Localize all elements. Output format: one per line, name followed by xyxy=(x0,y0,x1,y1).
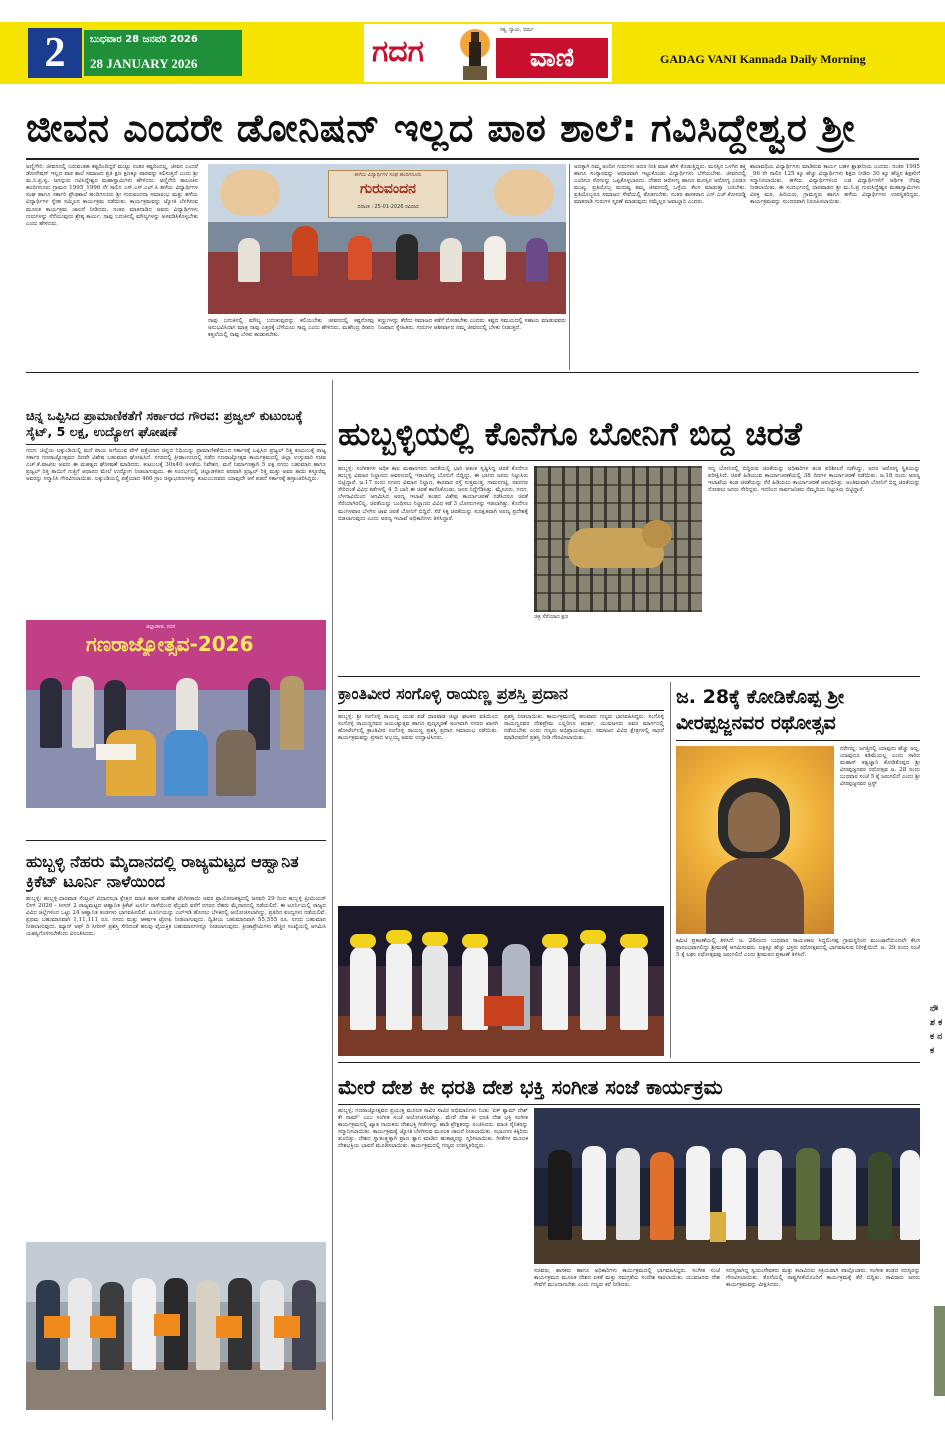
lead-col-1: ಅಣ್ಣಿಗೇರಿ: ಜೀವನದಲ್ಲಿ ಬರುವಂತಹ ಕಷ್ಟದಿಂದಿದ್ದರೆ ಮುಟ್ಟು ನಂತರ ಕಷ್ಟದಿಂದಲ್ಲ, ಜೀವನ ಎಂದರೆ ಡೋನೇಷನ್ ಇಲ್ಲದ ಪಾಠ ಶಾಲೆ ಸಮಾಜದ ಪ್ರತಿ ಕ್ಷಣ ಕ್ಷಣಕ್ಕೂ ಪಾಠವನ್ನು ಕಲಿಸುತ್ತದೆ ಎಂದು ಶ್ರೀ ಮ.ನಿ.ಪ್ರ.ಸ್ವ. ಜಗದ್ಗುರು ಗವಿಸಿದ್ದೇಶ್ವರ ಮಹಾಸ್ವಾಮಿಗಳು ಹೇಳಿದರು. ಅಣ್ಣಿಗೇರಿ ತಾಲೂಕಿನ ಹಂದಿಗನೂರು ಗ್ರಾಮದ 1995_1996 ನೇ ಸಾಲಿನ ಎಸ್.ಎಸ್.ಎಲ್.ಸಿ ಹಳೆಯ ವಿದ್ಯಾರ್ಥಿಗಳ ಸಂಘ ಹಾಗೂ ಸರ್ಕಾರಿ ಪ್ರೌಢಶಾಲೆ ಹಂದಿಗನೂರು ಶ್ರೀ ಗುರುವಂದನಾ ಸಮಾರಂಭ ಮತ್ತು ಹಳೆಯ ವಿದ್ಯಾರ್ಥಿಗಳ ಸ್ನೇಹ ಸಮ್ಮಿಲನ ಕಾರ್ಯಕ್ರಮ ನಡೆಯಿತು. ಕಾರ್ಯಕ್ರಮವನ್ನು ಜ್ಯೋತಿ ಬೆಳಗಿಸುವ ಮೂಲಕ ಕಾರ್ಯಕ್ರಮ ಚಾಲನೆ ನೀಡಿದರು. ನಂತರ ಮಾತನಾಡಿದ ಅವರು ವಿದ್ಯಾರ್ಥಿಗಳು ಗುರುಗಳನ್ನು ನೆನೆಯುವುದು ಶ್ರೇಷ್ಠ ಕಾರ್ಯ. ನಾವು ಬದುಕಿನಲ್ಲಿ ಮೌಲ್ಯಗಳನ್ನು ಅಳವಡಿಸಿಕೊಳ್ಳಬೇಕು ಎಂದು ಹೇಳಿದರು. xyxy=(26,164,198,227)
cheque-rule xyxy=(26,444,326,445)
rayanna-photo xyxy=(338,906,664,1056)
cricket-photo xyxy=(26,1242,326,1410)
leopard-body: ಹುಬ್ಬಳ್ಳಿ: ಸಂಗೀತಗಳ ಅಧಿಕ ಕಾಲ ಮಹಾನಗರದ ಜನತೆಯಲ್ಲಿ ಭಾರಿ ಆತಂಕ ಸೃಷ್ಟಿಸಿದ್ದ ಚಿರತೆ ಕೊನೆಗೂ ಹುಬ್ಬಳ್ಳಿ ವಿಮಾನ ನಿಲ್ದಾಣದ ಆವರಣದಲ್ಲಿ ಇಡಲಾಗಿದ್ದ ಬೋನಿಗೆ ಬಿದ್ದಿದ್ದು, ಈ ಭಾಗದ ಜನರು ನಿಟ್ಟುಸಿರು ಬಿಟ್ಟಿದ್ದಾರೆ. ಜ.17 ರಂದು ನಗರದ ವಿಮಾನ ನಿಲ್ದಾಣ, ಕಾರವಾರ ರಸ್ತೆ ಸುತ್ತಮುತ್ತ, ಗಾಮನಗಟ್ಟಿ, ನವನಗರ ಸೇರಿದಂತೆ ವಿವಿಧ ಕಡೆಗಳಲ್ಲಿ 4_5 ಬಾರಿ ಈ ಚಿರತೆ ಕಾಣಿಸಿಕೊಂಡು, ಜನರ ನಿದ್ದೆಗೆಡಿಸಿತ್ತು. ಮೈಸೂರು, ಗದಗ, ಬೆಳಗಾವಿಯಿಂದ ಆಗಮಿಸಿದ ಅರಣ್ಯ ಇಲಾಖೆ ತಂಡದ ವಿಶೇಷ ಕಾರ್ಯಾಚರಣೆ ನಡೆಸಿದರೂ ಚಿರತೆ ಸೆರೆಯಾಗಿರಲಿಲ್ಲ. ಚಿರತೆಯನ್ನು ಬಂಧಿಸಲು ನಿಲ್ದಾಣದ ವಿವಿಧ ಕಡೆ 3 ಬೋನುಗಳನ್ನು ಇಡಲಾಗಿತ್ತು. ಕೊನೆಗೂ ಮಂಗಳವಾರ ಬೆಳಗಿನ ಜಾವ ಚಿರತೆ ಬೋನಿಗೆ ಬಿದ್ದಿದೆ. ಸೆರೆ ಸಿಕ್ಕ ಚಿರತೆಯನ್ನು ಸುರಕ್ಷಿತವಾಗಿ ಅರಣ್ಯ ಪ್ರದೇಶಕ್ಕೆ ಬಿಡಲಾಗುವುದು ಎಂದು ಅರಣ್ಯ ಇಲಾಖೆ ಅಧಿಕಾರಿಗಳು ತಿಳಿಸಿದ್ದಾರೆ. xyxy=(338,466,528,522)
leopard-rule xyxy=(338,460,920,461)
statue-emblem xyxy=(457,24,493,82)
music-col-2: ಸಚಿವರು, ಶಾಸಕರು ಹಾಗೂ ಅಧಿಕಾರಿಗಳು ಕಾರ್ಯಕ್ರಮದಲ್ಲಿ ಭಾಗವಹಿಸಿದ್ದರು. ಸಂಗೀತ ಸಂಜೆ ಕಾರ್ಯಕ್ರಮದ ಮೂಲಕ ದೇಶದ ಏಕತೆ ಮತ್ತು ಸಮಗ್ರತೆಯ ಸಂದೇಶ ಸಾರಲಾಯಿತು. ಯುವಜನರು ದೇಶ ಸೇವೆಗೆ ಮುಂದಾಗಬೇಕು ಎಂದು ಗಣ್ಯರು ಕರೆ ನೀಡಿದರು. xyxy=(534,1268,720,1289)
cheque-photo-subtitle: ಜಿಲ್ಲಾಡಳಿತ, ಗದಗ xyxy=(146,624,176,630)
cricket-body: ಹುಬ್ಬಳ್ಳಿ: ಹುಬ್ಬಳ್ಳಿ-ಧಾರವಾಡ ಸೆಂಟ್ರಲ್ ವಿಧಾನಸಭಾ ಕ್ಷೇತ್ರದ ಮಾಜಿ ಶಾಸಕ ಮಹೇಶ ಟೆಂಗಿನಕಾಯಿ ಅವರ ಪ್ರಾಯೋಜಕತ್ವದಲ್ಲಿ ಜನವರಿ 29 ರಿಂದ ಹುಬ್ಬಳ್ಳಿ ಪ್ರೀಮಿಯರ್ ಲೀಗ್ 2026 - ಸೀಸನ್ 2 ರಾಜ್ಯಮಟ್ಟದ ಆಹ್ವಾನಿತ ಕ್ರಿಕೆಟ್ ಟೂರ್ನಿ ನಾಳೆಯಿಂದ ಫೆಬ್ರವರಿ ವರೆಗೆ ನಗರದ ನೆಹರು ಮೈದಾನದಲ್ಲಿ ನಡೆಯಲಿದೆ. ಈ ಟೂರ್ನಿಯಲ್ಲಿ ರಾಜ್ಯದ ವಿವಿಧ ಜಿಲ್ಲೆಗಳಿಂದ ಒಟ್ಟು 24 ಆಹ್ವಾನಿತ ತಂಡಗಳು ಭಾಗವಹಿಸಲಿವೆ. ಟೂರ್ನಿಯನ್ನು ಎಲ್‌ಇಡಿ ಹೊನಲು ಬೆಳಕಿನಲ್ಲಿ ಆಯೋಜಿಸಲಾಗಿದ್ದು, ಪ್ರತಿದಿನ ಪಂದ್ಯಗಳು ನಡೆಯಲಿವೆ. ಪ್ರಥಮ ಬಹುಮಾನವಾಗಿ 1,11,111 ರೂ. ನಗದು ಮತ್ತು ಆಕರ್ಷಕ ಟ್ರೋಫಿ ನೀಡಲಾಗುವುದು. ದ್ವಿತೀಯ ಬಹುಮಾನವಾಗಿ 55,555 ರೂ. ನಗದು ಬಹುಮಾನ ನೀಡಲಾಗುವುದು. ಮ್ಯಾನ್ ಆಫ್ ದಿ ಸೀರೀಸ್ ಪ್ರಶಸ್ತಿ ಸೇರಿದಂತೆ ಹಲವು ವೈಯಕ್ತಿಕ ಬಹುಮಾನಗಳನ್ನೂ ನೀಡಲಾಗುವುದು. ಕ್ರೀಡಾಪ್ರೇಮಿಗಳು ಹೆಚ್ಚಿನ ಸಂಖ್ಯೆಯಲ್ಲಿ ಆಗಮಿಸಿ ಯಶಸ್ವಿಗೊಳಿಸಬೇಕೆಂದು ವಿನಂತಿಸಿದರು. xyxy=(26,896,326,938)
rayanna-col-1: ಹುಬ್ಬಳ್ಳಿ: ಶ್ರೀ ಸಂಗೊಳ್ಳಿ ರಾಯಣ್ಣ ಯುವ ಪಡೆ ಧಾರವಾಡ ಜಿಲ್ಲಾ ಘಟಕದ ವತಿಯಿಂದ ಸಂಗೊಳ್ಳಿ ರಾಯಣ್ಣನವರ ಜಯಂತ್ಯುತ್ಸವ ಹಾಗೂ ಪುಣ್ಯಸ್ಮರಣೆ ಅಂಗವಾಗಿ ನಗರದ ಖಾಸಗಿ ಹೋಟೆಲ್‌ನಲ್ಲಿ ಕ್ರಾಂತಿವೀರ ಸಂಗೊಳ್ಳಿ ರಾಯಣ್ಣ ಪ್ರಶಸ್ತಿ ಪ್ರದಾನ ಸಮಾರಂಭ ನಡೆಯಿತು. ಕಾರ್ಯಕ್ರಮವನ್ನು ಪ್ರಸಾದ ಅಬ್ಬಯ್ಯ ಅವರು ಉದ್ಘಾಟಿಸಿದರು. xyxy=(338,714,498,742)
koppa-rule xyxy=(676,740,920,741)
side-strip: ನೌ ಶ ಕ ಕ ನ ಕ xyxy=(930,1004,943,1056)
masthead-right-word: ವಾಣಿ xyxy=(496,38,608,78)
lead-rule xyxy=(26,158,919,160)
music-top-rule xyxy=(338,1062,920,1063)
cheque-body: ಗದಗ: ಜಿಲ್ಲೆಯ ಲಕ್ಕುಂಡಿಯಲ್ಲಿ ಮನೆ ಪಾಯ ಅಗೆಯುವ ವೇಳೆ ಪತ್ತೆಯಾದ ಚಿನ್ನದ ನಿಧಿಯನ್ನು ಪ್ರಾಮಾಣಿಕತೆಯಿಂದ ಸರ್ಕಾರಕ್ಕೆ ಒಪ್ಪಿಸಿದ ಪ್ರಜ್ವಲ್ ರಿತ್ತಿ ಕುಟುಂಬಕ್ಕೆ ರಾಜ್ಯ ಸರ್ಕಾರ ಗಣರಾಜ್ಯೋತ್ಸವದ ದಿನವೇ ವಿಶೇಷ ಬಹುಮಾನ ಘೋಷಿಸಿದೆ. ನಗರದಲ್ಲಿ ಕ್ರೀಡಾಂಗಣದಲ್ಲಿ ನಡೆದ ಗಣರಾಜ್ಯೋತ್ಸವ ಕಾರ್ಯಕ್ರಮದಲ್ಲಿ ಜಿಲ್ಲಾ ಉಸ್ತುವಾರಿ ಸಚಿವ ಎಚ್.ಕೆ.ಪಾಟೀಲ ಅವರು ಈ ಮಹತ್ವದ ಘೋಷಣೆ ಮಾಡಿದರು. ಕುಟುಂಬಕ್ಕೆ 30x40 ಅಳತೆಯ ನಿವೇಶನ, ಮನೆ ನಿರ್ಮಾಣಕ್ಕಾಗಿ 5 ಲಕ್ಷ ನಗದು ಬಹುಮಾನ ಹಾಗೂ ಪ್ರಜ್ವಲ್ ರಿತ್ತಿ ತಾಯಿಗೆ ಗುತ್ತಿಗೆ ಆಧಾರದ ಮೇಲೆ ಉದ್ಯೋಗ ನೀಡಲಾಗುವುದು. ಈ ಸಂದರ್ಭದಲ್ಲಿ ಜಿಲ್ಲಾಡಳಿತದ ಪರವಾಗಿ ಪ್ರಜ್ವಲ್ ರಿತ್ತಿ ಮತ್ತು ಅವರ ತಾಯಿ ಕಸ್ತೂರೆವ್ವ ಅವರನ್ನು ಸನ್ಮಾನಿಸಿ ಗೌರವಿಸಲಾಯಿತು. ಲಕ್ಕುಂಡಿಯಲ್ಲಿ ಪತ್ತೆಯಾದ 466 ಗ್ರಾಂ ಚಿನ್ನಾಭರಣಗಳನ್ನು ಕುಟುಂಬದವರು ಯಾವುದೇ ಆಸೆ ಪಡದೆ ಸರ್ಕಾರಕ್ಕೆ ಹಸ್ತಾಂತರಿಸಿದ್ದರು. xyxy=(26,448,326,483)
rayanna-headline: ಕ್ರಾಂತಿವೀರ ಸಂಗೊಳ್ಳಿ ರಾಯಣ್ಣ ಪ್ರಶಸ್ತಿ ಪ್ರದಾನ xyxy=(338,684,568,703)
cheque-photo xyxy=(26,620,326,808)
rayanna-col-2: ಪ್ರಶಸ್ತಿ ನೀಡಲಾಯಿತು. ಕಾರ್ಯಕ್ರಮದಲ್ಲಿ ಹಲವಾರು ಗಣ್ಯರು ಭಾಗವಹಿಸಿದ್ದರು. ಸಂಗೊಳ್ಳಿ ರಾಯಣ್ಣನವರ ದೇಶಪ್ರೇಮ ಎಲ್ಲರಿಗೂ ಆದರ್ಶ. ಯುವಜನರು ಅವರ ಮಾರ್ಗದಲ್ಲಿ ನಡೆಯಬೇಕು ಎಂದು ಗಣ್ಯರು ಅಭಿಪ್ರಾಯಪಟ್ಟರು. ಸಮಾಜದ ವಿವಿಧ ಕ್ಷೇತ್ರಗಳಲ್ಲಿ ಸಾಧನೆ ಮಾಡಿದವರಿಗೆ ಪ್ರಶಸ್ತಿ ನೀಡಿ ಗೌರವಿಸಲಾಯಿತು. xyxy=(504,714,664,742)
lead-photo xyxy=(208,164,566,314)
masthead-left-word: ಗದಗ xyxy=(372,34,424,69)
music-headline: ಮೇರೆ ದೇಶ ಕೀ ಧರತಿ ದೇಶ ಭಕ್ತಿ ಸಂಗೀತ ಸಂಜೆ ಕಾರ್ಯಕ್ರಮ xyxy=(338,1075,723,1099)
music-photo xyxy=(534,1108,920,1264)
lead-photo-banner-title: ಗುರುವಂದನ xyxy=(360,181,416,197)
side-strip-photo xyxy=(934,1306,945,1396)
cheque-headline: ಚಿನ್ನ ಒಪ್ಪಿಸಿದ ಪ್ರಾಮಾಣಿಕತೆಗೆ ಸರ್ಕಾರದ ಗೌರವ: ಪ್ರಜ್ವಲ್ ಕುಟುಂಬಕ್ಕೆ ಸೈಟ್, 5 ಲಕ್ಷ, ಉದ್ಯೋಗ ಘೋಷಣೆ xyxy=(26,408,303,439)
masthead-tagline: ಸತ್ಯ, ನ್ಯಾಯ, ಧರ್ಮ xyxy=(500,27,534,33)
koppa-photo xyxy=(676,746,834,934)
lead-col-4: ಅದಕ್ಕಾಗಿ ನಮ್ಮ ಅಂದಿನ ಗುರುಗಳು ಅದರ ನೀತಿ ಮಾತ ಹೇಳಿ ಕೊಡುತ್ತಿದ್ದರು. ಮನಸ್ಸಿನ ಒಳಗಿನ ಶಕ್ತಿ ಹಾಗೂ ಸಂಸ್ಕಾರವನ್ನು ಆಧಾರವಾಗಿ ಇಟ್ಟುಕೊಂಡು ವಿದ್ಯಾರ್ಥಿಗಳು ಬೆಳೆಯಬೇಕು. ಜೀವನದಲ್ಲಿ ಎಂದಿಗೂ ಸೋಲನ್ನು ಒಪ್ಪಿಕೊಳ್ಳಬಾರದು. ದೇಹದ ಆರೋಗ್ಯ ಹಾಗೂ ಮನಸ್ಸಿನ ಆರೋಗ್ಯ ಎರಡೂ ಮುಖ್ಯ. ಪ್ರತಿಯೊಬ್ಬ ಮನುಷ್ಯ ತಮ್ಮ ಜೀವನದಲ್ಲಿ ಒಳ್ಳೆಯ ಕೆಲಸ ಮಾಡುತ್ತಾ ಬರಬೇಕು. ಪ್ರತಿಯೊಬ್ಬರೂ ಸಮಾಜದ ಸೇವೆಯಲ್ಲಿ ತೊಡಗಬೇಕು. ನಂತರ ಶಾಸಕರಾದ ಎನ್.ಎಚ್.ಕೋನರಡ್ಡಿ ಮಾತನಾಡಿ ಗುರುಗಳ ಸ್ಮರಣೆ ಮಾಡುವುದು ನಮ್ಮೆಲ್ಲರ ಜವಾಬ್ದಾರಿ ಎಂದರು. xyxy=(574,164,746,206)
rayanna-divider xyxy=(670,682,671,1058)
lead-col-3: ಕಣ್ಣುಗಳನ್ನು ತೆರೆದು ಸಮಾಜದ ಕಡೆಗೆ ನೋಡಬೇಕು ಎಂದರು. ಕಷ್ಟದ ಸಮಯದಲ್ಲಿ ಸಹಾಯ ಮಾಡುವವರು ನಿಜವಾದ ಸ್ನೇಹಿತರು. ಗುರುಗಳ ಆಶೀರ್ವಾದ ನಮ್ಮ ಜೀವನದಲ್ಲಿ ಬೆಳಕು ನೀಡುತ್ತದೆ. xyxy=(378,318,566,332)
koppa-headline: ಜ. 28ಕ್ಕೆ ಕೋಡಿಕೊಪ್ಪ ಶ್ರೀ ವೀರಪ್ಪಜ್ಜನವರ ರಥೋತ್ಸವ xyxy=(676,686,845,734)
rayanna-rule xyxy=(338,710,664,711)
date-kannada: ಬುಧವಾರ 28 ಜನವರಿ 2026 xyxy=(90,34,198,45)
koppa-body-right: ನರೇಗಲ್ಲ: ಜಗತ್ತಿನಲ್ಲಿ ಯಾವುದು ಹೆಚ್ಚು ಅಲ್ಲ, ಯಾವುದೂ ಕಡಿಮೆಯಲ್ಲ ಎಂದು ಸಾರಿದ ಮಹಾನ್ ತತ್ವಜ್ಞಾನಿ ಕೋಡಿಕೊಪ್ಪದ ಶ್ರೀ ವೀರಪ್ಪಜ್ಜನವರ ರಥೋತ್ಸವ ಜ. 28 ರಂದು ಬುಧವಾರ ಸಂಜೆ 5 ಕ್ಕೆ ಜರುಗಲಿದೆ ಎಂದು ಶ್ರೀ ವೀರಪ್ಪಜ್ಜನವರ ಟ್ರಸ್ಟ್ xyxy=(840,746,920,788)
leopard-caption: ಚಿತ್ರ ಸೆರೆಯಾದ ಕ್ಷಣ xyxy=(534,614,569,620)
paper-name: GADAG VANI Kannada Daily Morning xyxy=(660,52,866,66)
lead-bottom-rule xyxy=(26,372,919,373)
music-col-3: ಸದಸ್ಯರಾಗಿದ್ದ ಸ್ವಯಂಸೇವಕರು ಮತ್ತು ಕಲಾವಿದರು ಸಕ್ರಿಯವಾಗಿ ಪಾಲ್ಗೊಂಡರು. ಸಂಗೀತ ತಂಡದ ಸದಸ್ಯರನ್ನು ಗೌರವಿಸಲಾಯಿತು. ಕೊನೆಯಲ್ಲಿ ರಾಷ್ಟ್ರಗೀತೆಯೊಂದಿಗೆ ಕಾರ್ಯಕ್ರಮಕ್ಕೆ ತೆರೆ ಬಿದ್ದಿತು. ಸಾವಿರಾರು ಜನರು ಕಾರ್ಯಕ್ರಮವನ್ನು ವೀಕ್ಷಿಸಿದರು. xyxy=(726,1268,920,1289)
cheque-bottom-rule xyxy=(26,840,326,841)
cheque-photo-banner: ಗಣರಾಜ್ಯೋತ್ಸವ-2026 xyxy=(86,632,254,656)
koppa-body: ಕಮಿಟಿ ಪ್ರಕಟಣೆಯಲ್ಲಿ ತಿಳಿಸಿದೆ. ಜ. 28ರಂದು ಬುಧವಾರ ಸಾಯಂಕಾಲ ಸಿದ್ದಲಿಂಗಪ್ಪ ಗ್ರಾಮಸ್ಥರಿಂದ ಮುಂಜಾನೆಯಿಂದಲೇ ಕೆಲಸ ಪ್ರಾರಂಭವಾಗಲಿದ್ದು ಶ್ರೀಮಠಕ್ಕೆ ಆಗಮಿಸುವರು. ಲಕ್ಷಕ್ಕೂ ಹೆಚ್ಚು ಭಕ್ತರು ರಥೋತ್ಸವದಲ್ಲಿ ಭಾಗವಹಿಸುವ ನಿರೀಕ್ಷೆಯಿದೆ. ಜ. 29 ರಂದು ಸಂಜೆ 5 ಕ್ಕೆ ಲಘು ರಥೋತ್ಸವವು ಜರುಗಲಿದೆ ಎಂದು ಶ್ರೀಮಠದ ಪ್ರಕಟಣೆ ತಿಳಿಸಿದೆ. xyxy=(676,938,920,959)
leopard-body-right: ಸದ್ಯ ಬೋನಿನಲ್ಲಿ ಬಿದ್ದಿರುವ ಚಿರತೆಯನ್ನು ಅಧಿಕಾರಿಗಳ ತಂಡ ಪರಿಶೀಲನೆ ನಡೆಸಿದ್ದು, ಅದರ ಆರೋಗ್ಯ ಸ್ಥಿತಿಯನ್ನು ಪರೀಕ್ಷಿಸಿದೆ. ಚಿರತೆ ಹಿಡಿಯುವ ಕಾರ್ಯಾಚರಣೆಯಲ್ಲಿ 38 ದಿನಗಳ ಕಾರ್ಯಾಚರಣೆ ನಡೆಯಿತು. ಜ.18 ರಂದು ಅರಣ್ಯ ಇಲಾಖೆಯ ತಂಡ ಚಿರತೆಯನ್ನು ಸೆರೆ ಹಿಡಿಯಲು ಕಾರ್ಯಾಚರಣೆ ಆರಂಭಿಸಿತ್ತು. ಅಂತಿಮವಾಗಿ ಬೋನಿಗೆ ಬಿದ್ದ ಚಿರತೆಯನ್ನು ನೋಡಲು ಜನರು ಸೇರಿದ್ದರು. ಇದರಿಂದ ಸಾರ್ವಜನಿಕರು ನೆಮ್ಮದಿಯ ನಿಟ್ಟುಸಿರು ಬಿಟ್ಟಿದ್ದಾರೆ. xyxy=(708,466,920,494)
lead-divider-1 xyxy=(569,164,570,370)
music-col-1: ಹುಬ್ಬಳ್ಳಿ: ಗಣರಾಜ್ಯೋತ್ಸವದ ಪ್ರಯುಕ್ತ ಮೂಲಕ ಸಾವಿರ ಸಾವಿರ ಅಭಿಮಾನಿಗಳು ನಿಂತು 'ಏಕ್ ಶ್ಯಾಮ್ ದೇಶ್ ಕೇ ನಾಮ್' ಎಂಬ ಸಂಗೀತ ಸಂಜೆ ಆಯೋಜಿಸಲಾಗಿತ್ತು. ಮೇರೆ ದೇಶ ಕೀ ಧರತಿ ದೇಶ ಭಕ್ತಿ ಸಂಗೀತ ಕಾರ್ಯಕ್ರಮದಲ್ಲಿ ಖ್ಯಾತ ಗಾಯಕರು ದೇಶಭಕ್ತಿ ಗೀತೆಗಳನ್ನು ಹಾಡಿ ಪ್ರೇಕ್ಷಕರನ್ನು ರಂಜಿಸಿದರು. ಮಾಜಿ ಸೈನಿಕರನ್ನು ಸನ್ಮಾನಿಸಲಾಯಿತು. ಕಾರ್ಯಕ್ರಮಕ್ಕೆ ಜ್ಯೋತಿ ಬೆಳಗಿಸುವ ಮೂಲಕ ಚಾಲನೆ ನೀಡಲಾಯಿತು. ಸಭಾಂಗಣ ಕಿಕ್ಕಿರಿದು ತುಂಬಿತ್ತು. ದೇಶದ ಸ್ವಾತಂತ್ರ್ಯಕ್ಕಾಗಿ ಪ್ರಾಣ ತ್ಯಾಗ ಮಾಡಿದ ಹುತಾತ್ಮರನ್ನು ಸ್ಮರಿಸಲಾಯಿತು. ಗೀತೆಗಳ ಮೂಲಕ ದೇಶಭಕ್ತಿಯ ಭಾವನೆ ಮೂಡಿಸಲಾಯಿತು. ಕಾರ್ಯಕ್ರಮದಲ್ಲಿ ಗಣ್ಯರು ಉಪಸ್ಥಿತರಿದ್ದರು. xyxy=(338,1108,528,1150)
lead-photo-banner-line: ಹಳೆಯ ವಿದ್ಯಾರ್ಥಿಗಳ ಸಂಘ ಹಂದಿಗನೂರು xyxy=(354,172,422,178)
lead-headline: ಜೀವನ ಎಂದರೇ ಡೋನಿಷನ್ ಇಲ್ಲದ ಪಾಠ ಶಾಲೆ: ಗವಿಸಿದ್ದೇಶ್ವರ ಶ್ರೀ xyxy=(26,106,856,150)
cricket-headline: ಹುಬ್ಬಳ್ಳಿ ನೆಹರು ಮೈದಾನದಲ್ಲಿ ರಾಜ್ಯಮಟ್ಟದ ಆಹ್ವಾನಿತ ಕ್ರಿಕೆಟ್ ಟೂರ್ನಿ ನಾಳೆಯಿಂದ xyxy=(26,852,299,891)
date-english: 28 JANUARY 2026 xyxy=(90,56,198,71)
music-rule xyxy=(338,1104,920,1105)
left-column-divider xyxy=(332,380,333,1420)
leopard-bottom-rule xyxy=(338,676,920,677)
leopard-headline: ಹುಬ್ಬಳ್ಳಿಯಲ್ಲಿ ಕೊನೆಗೂ ಬೋನಿಗೆ ಬಿದ್ದ ಚಿರತೆ xyxy=(338,415,802,453)
lead-photo-banner-date: ದಿನಾಂಕ : 25-01-2026 ರವಿವಾರ xyxy=(357,204,419,210)
lead-col-2: ನಾವು ಬದುಕಿನಲ್ಲಿ ಮೌಲ್ಯ ಬದುಕುವುದನ್ನು ಕಲಿಯಬೇಕು ಜೀವನದಲ್ಲಿ ಕಷ್ಟನೋವು ಅನುಭವಿಸಿದಾಗ ಮಾತ್ರ ನಾವು ಎತ್ತರಕ್ಕೆ ಬೆಳೆಯಲು ಸಾಧ್ಯ ಎಂದು ಹೇಳಿದರು. ಮಹೇಂದ್ರ ದೀಪದ ಕತ್ತಲೆಯಲ್ಲಿ ನಾವು ಬೆಳಕು ಹುಡುಕಬೇಕು. xyxy=(208,318,374,339)
lead-col-5: ಶಾಲಾವಧಿಯ ವಿದ್ಯಾರ್ಥಿಗಳು ಮಾಡಿರುವ ಕಾರ್ಯ ಬಹಳ ಶ್ಲಾಘನೀಯ ಎಂದರು. ನಂತರ 1995 _96 ನೇ ಸಾಲಿನ 125 ಕ್ಕೂ ಹೆಚ್ಚು ವಿದ್ಯಾರ್ಥಿಗಳು ಶಿಕ್ಷಣ ನೀಡಿದ 30 ಕ್ಕೂ ಹೆಚ್ಚಿನ ಶಿಕ್ಷಕರಿಗೆ ಸನ್ಮಾನಿಸಲಾಯಿತು. ಹಳೆಯ ವಿದ್ಯಾರ್ಥಿಗಳಿಂದ ಬಡ ವಿದ್ಯಾರ್ಥಿಗಳಿಗೆ ಆರ್ಥಿಕ ನೆರವು ನೀಡಲಾಯಿತು. ಈ ಸಂದರ್ಭದಲ್ಲಿ ಧಾರವಾಡದ ಶ್ರೀ ಮ.ನಿ.ಪ್ರ ಗುರುಸಿದ್ಧೇಶ್ವರ ಮಹಾಸ್ವಾಮಿಗಳು ವಿರಕ್ತ ಮಠ, ಹಿರಿಯರು, ಗ್ರಾಮಸ್ಥರು ಹಾಗೂ ಹಳೆಯ ವಿದ್ಯಾರ್ಥಿಗಳು ಉಪಸ್ಥಿತರಿದ್ದರು. ಕಾರ್ಯಕ್ರಮವನ್ನು ಸುಂದರವಾಗಿ ನಿರೂಪಿಸಲಾಯಿತು. xyxy=(750,164,920,206)
page-number: 2 xyxy=(28,28,82,78)
leopard-photo xyxy=(534,466,702,612)
